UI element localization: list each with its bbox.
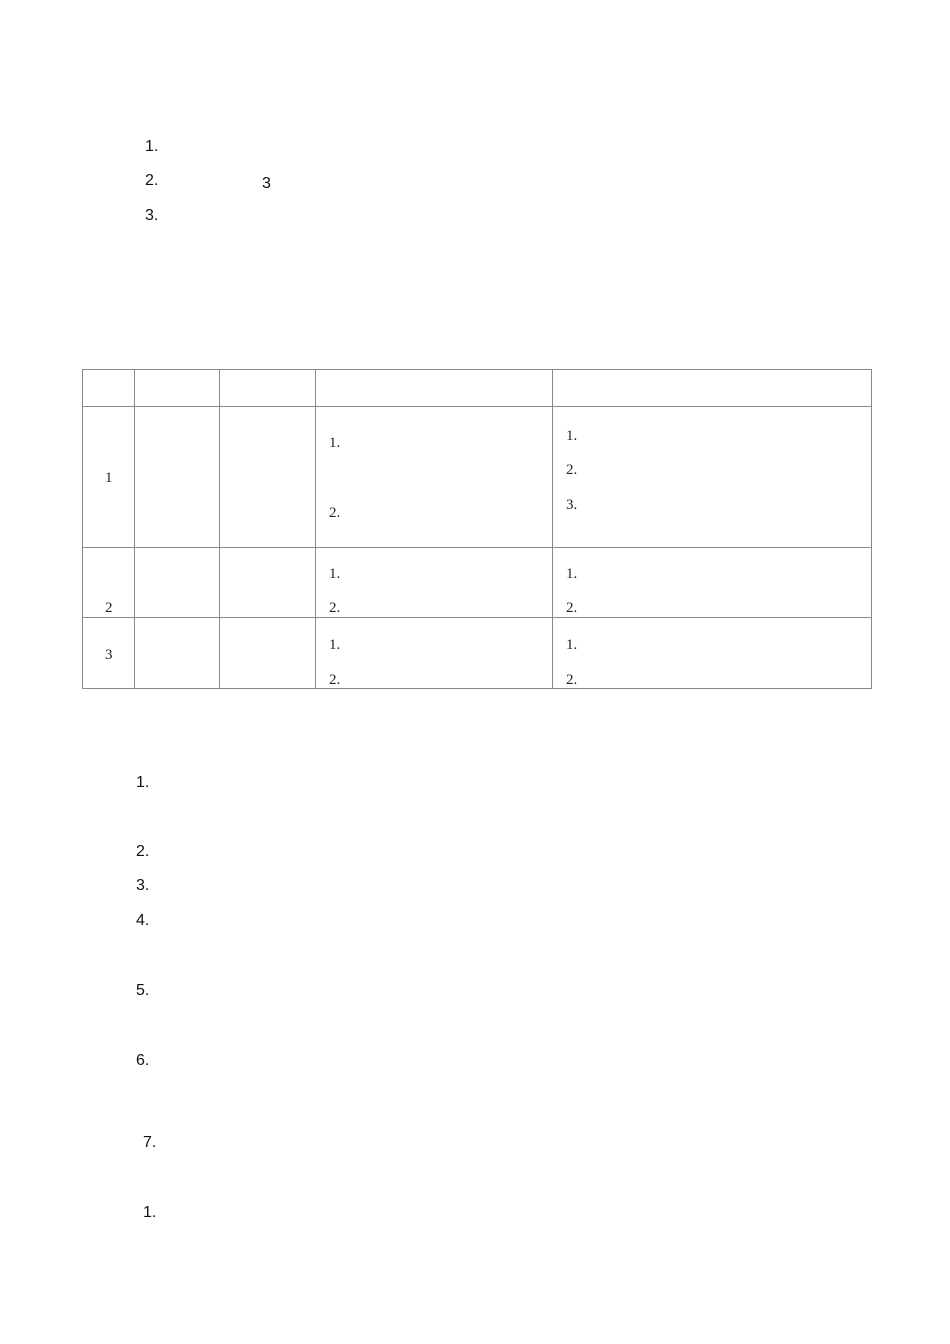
table-cell: [316, 407, 553, 548]
table-cell: [135, 618, 220, 689]
top-list-item-3: 3.: [145, 207, 159, 224]
final-list-item: 1.: [143, 1204, 157, 1221]
table-cell: [553, 618, 872, 689]
cell-list-item: 2.: [329, 505, 341, 521]
cell-list-item: 2.: [566, 600, 578, 616]
table-cell: [553, 548, 872, 618]
table-cell: [135, 407, 220, 548]
row-index-cell: [83, 548, 135, 618]
cell-list-item: 2.: [329, 672, 341, 688]
table-cell: [220, 407, 316, 548]
top-list-item-2: 2.: [145, 172, 159, 189]
cell-list-item: 1.: [329, 566, 341, 582]
table-cell: [316, 548, 553, 618]
table-cell: [135, 548, 220, 618]
header-cell: [316, 370, 553, 407]
header-cell: [553, 370, 872, 407]
cell-list-item: 2.: [566, 462, 578, 478]
table-cell: [316, 618, 553, 689]
data-table: [82, 369, 872, 689]
row-index: 1: [105, 470, 113, 486]
cell-list-item: 1.: [566, 566, 578, 582]
bottom-list-item-3: 3.: [136, 877, 150, 894]
header-cell: [83, 370, 135, 407]
header-cell: [135, 370, 220, 407]
bottom-list-item-5: 5.: [136, 982, 150, 999]
cell-list-item: 2.: [329, 600, 341, 616]
top-list-stray-mark: 3: [262, 176, 271, 188]
cell-list-item: 1.: [329, 435, 341, 451]
row-index-cell: [83, 618, 135, 689]
row-index-cell: [83, 407, 135, 548]
table-cell: [220, 618, 316, 689]
row-index: 2: [105, 600, 113, 616]
top-list-item-1: 1.: [145, 138, 159, 155]
cell-list-item: 2.: [566, 672, 578, 688]
bottom-list-item-1: 1.: [136, 774, 150, 791]
table-row: [83, 618, 872, 689]
table-cell: [553, 407, 872, 548]
bottom-list-item-2: 2.: [136, 843, 150, 860]
cell-list-item: 1.: [329, 637, 341, 653]
table-cell: [220, 548, 316, 618]
bottom-list-item-6: 6.: [136, 1052, 150, 1069]
cell-list-item: 1.: [566, 637, 578, 653]
table-row: [83, 407, 872, 548]
row-index: 3: [105, 647, 113, 663]
cell-list-item: 3.: [566, 497, 578, 513]
header-cell: [220, 370, 316, 407]
bottom-list-item-7: 7.: [143, 1134, 157, 1151]
cell-list-item: 1.: [566, 428, 578, 444]
bottom-list-item-4: 4.: [136, 912, 150, 929]
table-row: [83, 548, 872, 618]
table-header-row: [83, 370, 872, 407]
